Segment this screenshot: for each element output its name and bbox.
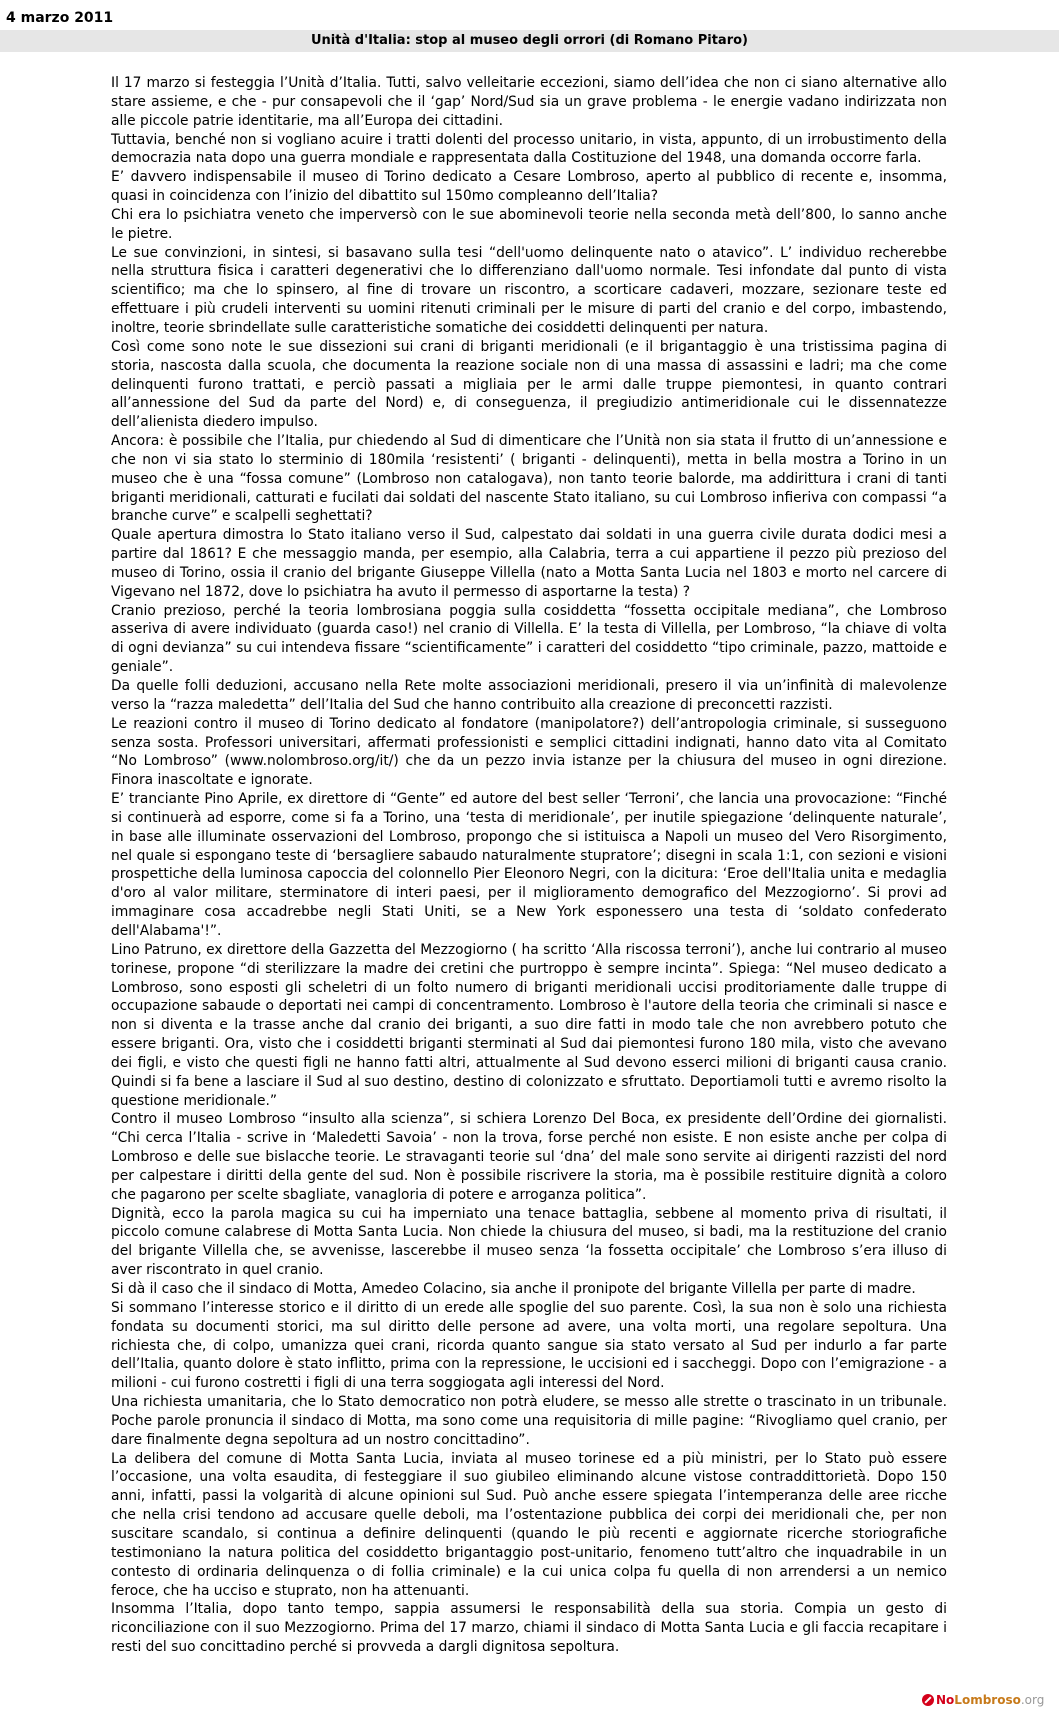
paragraph: Tuttavia, benché non si vogliano acuire i tratti dolenti del processo unitario, in vista, appunto, di un irrobustimento della democrazia nata dopo una guerra mondiale e rappresentata dalla Costituzione del 1948, una domanda occorre farla.	[111, 131, 947, 167]
paragraph: Il 17 marzo si festeggia l’Unità d’Italia. Tutti, salvo velleitarie eccezioni, siamo dell’idea che non ci siano alternative allo stare assieme, e che - pur consapevoli che il ‘gap’ Nord/Sud sia un grave problema - le energie vadano indirizzata non alle piccole patrie identitarie, ma all’Europa dei cittadini.	[111, 75, 947, 129]
paragraph: Da quelle folli deduzioni, accusano nella Rete molte associazioni meridionali, presero il via un’infinità di malevolenze verso la “razza maledetta” dell’Italia del Sud che hanno contribuito alla creazione di preconcetti razzisti.	[111, 678, 947, 713]
paragraph: La delibera del comune di Motta Santa Lucia, inviata al museo torinese ed a più ministri, per lo Stato può essere l’occasione, una volta esaudita, di festeggiare il suo giubileo eliminando alcune vistose contraddittorietà. Dopo 150 anni, infatti, passi la volgarità di alcune opinioni sul Sud. Può anche essere spiegata l’intemperanza delle aree ricche che nella crisi tendono ad accusare quelle deboli, ma l’ostentazione pubblica dei corpi dei meridionali che, per non suscitare scandalo, si continua a definire delinquenti (quando le più recenti e aggiornate ricerche storiografiche testimoniano la natura politica del cosiddetto brigantaggio post-unitario, fenomeno tutt’altro che inquadrabile in un contesto di ordinaria delinquenza o di follia criminale) e la cui unica colpa fu quella di non arrendersi a un nemico feroce, che ha ucciso e stuprato, non ha attenuanti.	[111, 1450, 947, 1599]
paragraph: E’ tranciante Pino Aprile, ex direttore di “Gente” ed autore del best seller ‘Terroni’, che lancia una provocazione: “Finché si continuerà ad esporre, come si fa a Torino, una ‘testa di meridionale’, per inutile spiegazione ‘delinquente naturale’, in base alle illuminate osservazioni del Lombroso, propongo che si istituisca a Napoli un museo del Vero Risorgimento, nel quale si espongano teste di ‘bersagliere sabaudo naturalmente stupratore’; disegni in scala 1:1, con sezioni e visioni prospettiche della luminosa capoccia del colonnello Pier Eleonoro Negri, con la dicitura: ‘Eroe dell'Italia unita e medaglia d'oro al valor militare, sterminatore di interi paesi, per il miglioramento demografico del Mezzogiorno’. Si provi ad immaginare cosa accadrebbe negli Stati Uniti, se a New York esponessero una testa di ‘soldato confederato dell'Alabama'!”.	[111, 791, 947, 939]
paragraph: Contro il museo Lombroso “insulto alla scienza”, si schiera Lorenzo Del Boca, ex presidente dell’Ordine dei giornalisti. “Chi cerca l’Italia - scrive in ‘Maledetti Savoia’ - non la trova, forse perché non esiste. E non esiste anche per colpa di Lombroso e delle sue bislacche teorie. Le stravaganti teorie sul ‘dna’ del male sono servite ai dirigenti razzisti del nord per calpestare i diritti della gente del sud. Non è possibile riscrivere la storia, ma è possibile restituire dignità a coloro che pagarono per scelte sbagliate, vanagloria di potere e arroganza politica”.	[111, 1111, 947, 1203]
paragraph: Una richiesta umanitaria, che lo Stato democratico non potrà eludere, se messo alle strette o trascinato in un tribunale. Poche parole pronuncia il sindaco di Motta, ma sono come una requisitoria di mille pagine: “Rivogliamo quel cranio, per dare finalmente degna sepoltura ad un nostro concittadino”.	[111, 1394, 947, 1448]
paragraph: Lino Patruno, ex direttore della Gazzetta del Mezzogiorno ( ha scritto ‘Alla riscossa terroni’), anche lui contrario al museo torinese, propone “di sterilizzare la madre dei cretini che purtroppo è sempre incinta”. Spiega: “Nel museo dedicato a Lombroso, sono esposti gli scheletri di un folto numero di briganti meridionali uccisi proditoriamente dalle truppe di occupazione sabaude o deportati nei campi di concentramento. Lombroso è l'autore della teoria che criminali si nasce e non si diventa e la trasse anche dal cranio dei briganti, a suo dire fatti in modo tale che non avrebbero potuto che essere briganti. Ora, visto che i cosiddetti briganti sterminati al Sud dai piemontesi furono 180 mila, visto che avevano dei figli, e visto che questi figli ne hanno fatti altri, attualmente al Sud devono esserci milioni di briganti causa cranio. Quindi si fa bene a lasciare il Sud al suo destino, destino di colonizzato e sfruttato. Deportiamoli tutti e avremo risolto la questione meridionale.”	[111, 941, 947, 1109]
nolombroso-logo[interactable]	[922, 1692, 1044, 1708]
logo-text-lombroso: Lombroso	[954, 1693, 1021, 1707]
article-title: Unità d'Italia: stop al museo degli orrori (di Romano Pitaro)	[0, 30, 1059, 52]
paragraph: Le reazioni contro il museo di Torino dedicato al fondatore (manipolatore?) dell’antropologia criminale, si susseguono senza sosta. Professori universitari, affermati professionisti e semplici cittadini indignati, hanno dato vita al Comitato “No Lombroso” (www.nolombroso.org/it/) che da un pezzo invia istanze per la chiusura del museo in ogni direzione. Finora inascoltate e ignorate.	[111, 715, 947, 789]
paragraph: Così come sono note le sue dissezioni sui crani di briganti meridionali (e il brigantaggio è una tristissima pagina di storia, nascosta dalla scuola, che documenta la reazione sociale non di una massa di assassini e ladri; ma che come delinquenti furono trattati, e perciò passati a migliaia per le armi dalle truppe piemontesi, in quanto contrari all’annessione del Sud da parte del Nord) e, di conseguenza, il pregiudizio antimeridionale cui le dissennatezze dell’alienista diedero impulso.	[111, 338, 947, 431]
paragraph: Cranio prezioso, perché la teoria lombrosiana poggia sulla cosiddetta “fossetta occipitale mediana”, che Lombroso asseriva di avere individuato (guarda caso!) nel cranio di Villella. E’ la testa di Villella, per Lombroso, “la chiave di volta di ogni devianza” su cui intendeva fissare “scientificamente” i caratteri del cosiddetto “tipo criminale, pazzo, mattoide e geniale”.	[111, 602, 947, 676]
paragraph: Quale apertura dimostra lo Stato italiano verso il Sud, calpestato dai soldati in una guerra civile durata dodici mesi a partire dal 1861? E che messaggio manda, per esempio, alla Calabria, terra a cui appartiene il pezzo più prezioso del museo di Torino, ossia il cranio del brigante Giuseppe Villella (nato a Motta Santa Lucia nel 1803 e morto nel carcere di Vigevano nel 1872, dove lo psichiatra ha avuto il permesso di asportarne la testa) ?	[111, 527, 947, 600]
paragraph: Insomma l’Italia, dopo tanto tempo, sappia assumersi le responsabilità della sua storia. Compia un gesto di riconciliazione con il suo Mezzogiorno. Prima del 17 marzo, chiami il sindaco di Motta Santa Lucia e gli faccia recapitare i resti del suo concittadino perché si provveda a dargli dignitosa sepoltura.	[111, 1601, 947, 1656]
paragraph: Dignità, ecco la parola magica su cui ha imperniato una tenace battaglia, sebbene al momento priva di risultati, il piccolo comune calabrese di Motta Santa Lucia. Non chiede la chiusura del museo, si badi, ma la restituzione del cranio del brigante Villella che, se avvenisse, lascerebbe il museo senza ‘la fossetta occipitale’ che Lombroso s’era illuso di aver riscontrato in quel cranio.	[111, 1205, 947, 1279]
no-sign-icon	[922, 1694, 934, 1706]
logo-text-no: No	[936, 1693, 955, 1707]
article-body	[111, 74, 947, 1657]
logo-text-domain: .org	[1020, 1693, 1045, 1707]
paragraph: Chi era lo psichiatra veneto che imperversò con le sue abominevoli teorie nella seconda metà dell’800, lo sanno anche le pietre.	[111, 206, 947, 242]
paragraph: Le sue convinzioni, in sintesi, si basavano sulla tesi “dell'uomo delinquente nato o atavico”. L’ individuo recherebbe nella struttura fisica i caratteri degenerativi che lo differenziano dall'uomo normale. Tesi infondate dal punto di vista scientifico; ma che lo spinsero, al fine di trovare un riscontro, a scorticare cadaveri, mozzare, sezionare teste ed effettuare i più crudeli interventi su uomini ritenuti criminali per le misure di parti del cranio e del corpo, imbastendo, inoltre, teorie sbrindellate sulle caratteristiche somatiche dei cosiddetti delinquenti per natura.	[111, 244, 947, 336]
article-date: 4 marzo 2011	[6, 10, 114, 26]
paragraph: Si sommano l’interesse storico e il diritto di un erede alle spoglie del suo parente. Così, la sua non è solo una richiesta fondata su documenti storici, ma sul diritto delle persone ad avere, una volta morti, una regolare sepoltura. Una richiesta che, di colpo, umanizza quei crani, ricorda quanto sangue sia stato versato al Sud per indurlo a far parte dell’Italia, quanto dolore è stato inflitto, prima con la repressione, le uccisioni ed i saccheggi. Dopo con l’emigrazione - a milioni - cui furono costretti i figli di una terra soggiogata agli interessi del Nord.	[111, 1299, 947, 1392]
paragraph: E’ davvero indispensabile il museo di Torino dedicato a Cesare Lombroso, aperto al pubblico di recente e, insomma, quasi in coincidenza con l’inizio del dibattito sul 150mo compleanno dell’Italia?	[111, 169, 947, 205]
paragraph: Ancora: è possibile che l’Italia, pur chiedendo al Sud di dimenticare che l’Unità non sia stata il frutto di un’annessione e che non vi sia stato lo sterminio di 180mila ‘resistenti’ ( briganti - delinquenti), metta in bella mostra a Torino in un museo che è una “fossa comune” (Lombroso non catalogava), non tanto teorie balorde, ma addirittura i crani di tanti briganti meridionali, catturati e fucilati dai soldati del nascente Stato italiano, su cui Lombroso infieriva con compassi “a branche curve” e scalpelli seghettati?	[111, 433, 947, 525]
paragraph: Si dà il caso che il sindaco di Motta, Amedeo Colacino, sia anche il pronipote del brigante Villella per parte di madre.	[111, 1281, 916, 1297]
